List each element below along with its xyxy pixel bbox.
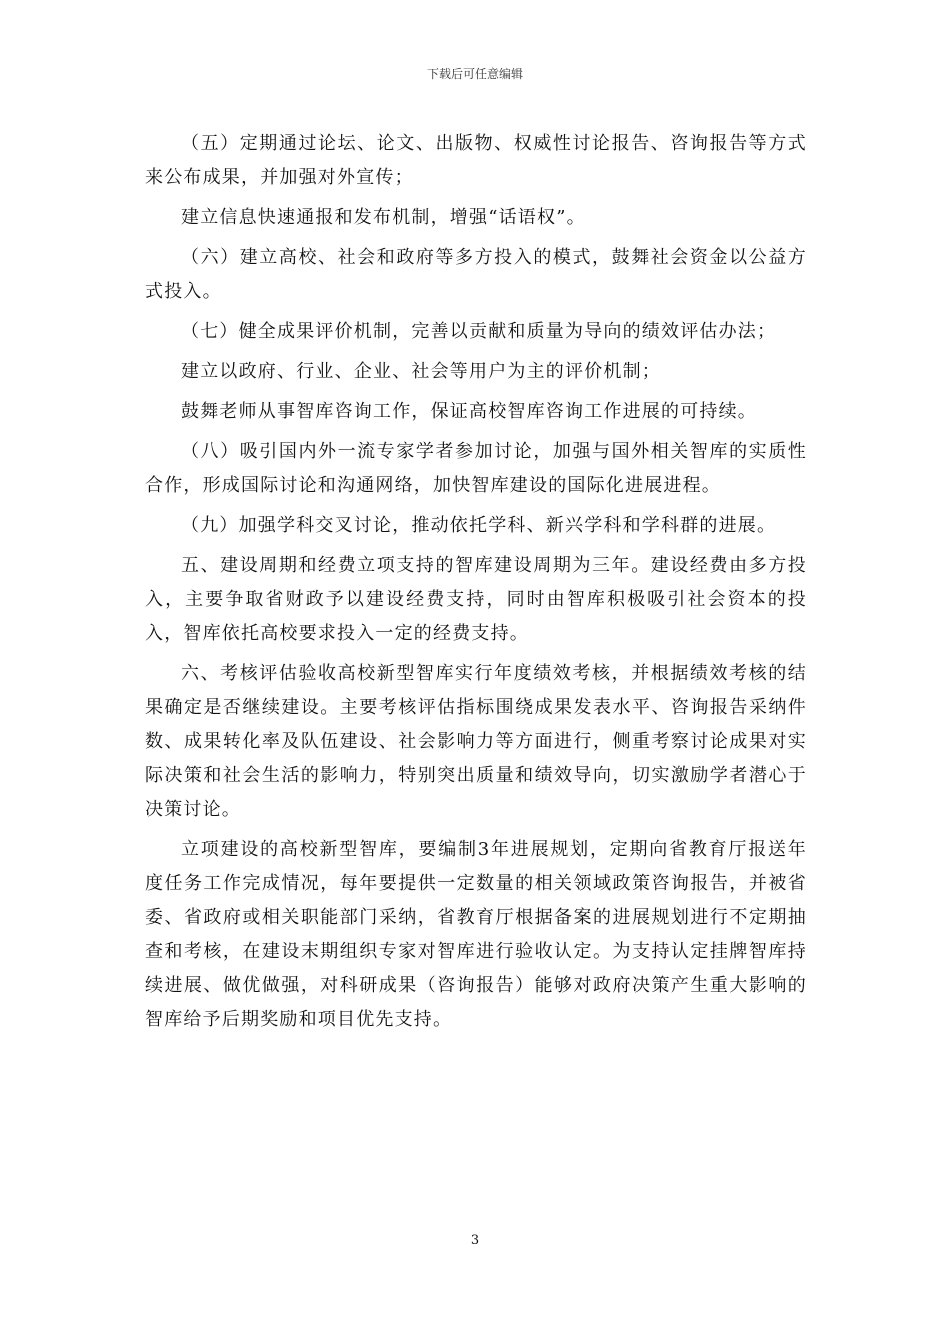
paragraph-7-users: 建立以政府、行业、企业、社会等用户为主的评价机制； [181, 361, 661, 382]
paragraph-7-teachers: 鼓舞老师从事智库咨询工作，保证高校智库咨询工作进展的可持续。 [181, 401, 757, 422]
paragraph-planning: 立项建设的高校新型智库，要编制3年进展规划，定期向省教育厅报送年度任务工作完成情况，每年要提供一定数量的相关领域政策咨询报告，并被省委、省政府或相关职能部门采纳，省教育厅根据备案的进展规划进行不定期抽查和考核，在建设末期组织专家对智库进行验收认定。为支持认定挂牌智库持续进展、做优做强，对科研成果（咨询报告）能够对政府决策产生重大影响的智库给予后期奖励和项目优先支持。 [145, 839, 807, 1030]
paragraph-5-mechanism: 建立信息快速通报和发布机制，增强“话语权”。 [181, 207, 586, 228]
paragraph-8-international: （八）吸引国内外一流专家学者参加讨论，加强与国外相关智库的实质性合作，形成国际讨论和沟通网络，加快智库建设的国际化进展进程。 [145, 441, 807, 496]
page-header: 下载后可任意编辑 [426, 67, 523, 81]
document-body [145, 121, 807, 1037]
paragraph-9-disciplines: （九）加强学科交叉讨论，推动依托学科、新兴学科和学科群的进展。 [181, 515, 777, 536]
page-number: 3 [470, 1233, 480, 1248]
section-5-funding: 五、建设周期和经费立项支持的智库建设周期为三年。建设经费由多方投入，主要争取省财政予以建设经费支持，同时由智库积极吸引社会资本的投入，智库依托高校要求投入一定的经费支持。 [145, 555, 807, 644]
section-6-assessment: 六、考核评估验收高校新型智库实行年度绩效考核，并根据绩效考核的结果确定是否继续建设。主要考核评估指标围绕成果发表水平、咨询报告采纳件数、成果转化率及队伍建设、社会影响力等方面进行，侧重考察讨论成果对实际决策和社会生活的影响力，特别突出质量和绩效导向，切实激励学者潜心于决策讨论。 [145, 663, 807, 820]
paragraph-5-publish: （五）定期通过论坛、论文、出版物、权威性讨论报告、咨询报告等方式来公布成果，并加强对外宣传； [145, 133, 807, 188]
paragraph-6-investment: （六）建立高校、社会和政府等多方投入的模式，鼓舞社会资金以公益方式投入。 [145, 247, 807, 302]
paragraph-7-evaluation: （七）健全成果评价机制，完善以贡献和质量为导向的绩效评估办法； [181, 321, 777, 342]
